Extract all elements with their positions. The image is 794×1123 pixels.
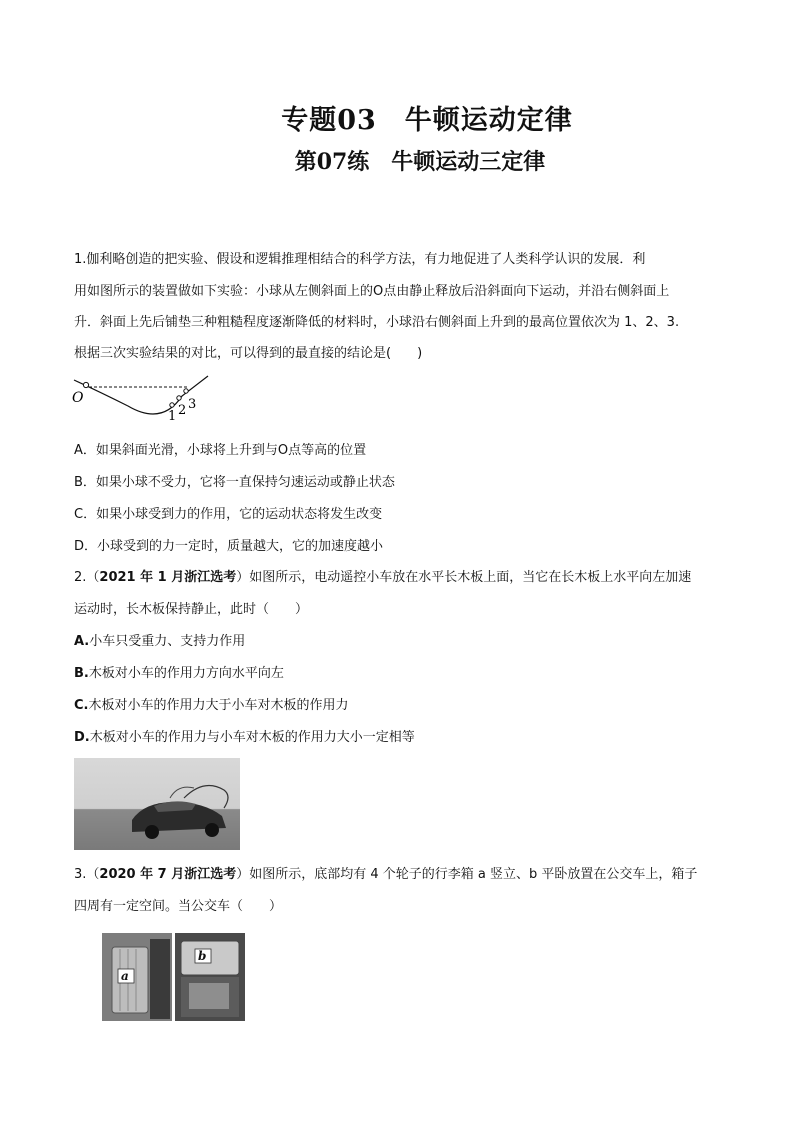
q2-option-a-letter: A. [74,634,90,649]
q3-stem-line-2: 四周有一定空间。当公交车（ ） [74,899,283,914]
mark-1-label: 1 [168,409,177,424]
q1-stem-line-1: 1.伽利略创造的把实验、假设和逻辑推理相结合的科学方法，有力地促进了人类科学认识的发展．利 [74,252,646,267]
q2-option-c [74,697,349,715]
q2-number: 2.（ [74,570,100,585]
q2-option-a [74,633,245,651]
remote-car-illustration [74,758,240,850]
q2-option-c-letter: C. [74,698,89,713]
q2-stem-line-1 [74,569,691,587]
mark-2-label: 2 [178,403,187,418]
ball-position-1 [170,403,174,407]
q2-option-c-text: 木板对小车的作用力大于小车对木板的作用力 [88,698,349,713]
luggage-b-label: b [198,949,207,963]
luggage-b-photo [175,933,245,1021]
q1-option-c: C．如果小球受到力的作用，它的运动状态将发生改变 [74,507,383,522]
q2-stem-line-2: 运动时，长木板保持静止，此时（ ） [74,602,309,617]
luggage-a-label: a [121,969,129,983]
q2-option-b [74,665,284,683]
remote-car-photo [74,758,240,850]
q3-stem-rest: ）如图所示，底部均有 4 个轮子的行李箱 a 竖立、b 平卧放置在公交车上，箱子 [236,867,698,882]
q2-option-b-text: 木板对小车的作用力方向水平向左 [88,666,284,681]
luggage-a-illustration [102,933,172,1021]
q2-stem-rest: ）如图所示，电动遥控小车放在水平长木板上面，当它在长木板上水平向左加速 [236,570,692,585]
q2-option-d-text: 木板对小车的作用力与小车对木板的作用力大小一定相等 [89,730,415,745]
luggage-a-photo [102,933,172,1021]
page-subtitle: 第07练 牛顿运动三定律 [294,149,546,175]
q2-option-a-text: 小车只受重力、支持力作用 [89,634,246,649]
q1-option-a: A．如果斜面光滑，小球将上升到与O点等高的位置 [74,443,367,458]
q3-number: 3.（ [74,867,100,882]
point-o-label: O [72,390,84,406]
q2-source: 2021 年 1 月浙江选考 [99,570,237,585]
q1-stem-line-2: 用如图所示的装置做如下实验：小球从左侧斜面上的O点由静止释放后沿斜面向下运动，并沿右侧斜面上 [74,284,670,299]
q1-stem-line-4: 根据三次实验结果的对比，可以得到的最直接的结论是( ) [74,346,423,361]
q3-source: 2020 年 7 月浙江选考 [99,867,237,882]
ball-at-o [83,382,88,387]
q1-option-d: D．小球受到的力一定时，质量越大，它的加速度越小 [74,539,384,554]
q2-option-b-letter: B. [74,666,89,681]
q2-option-d [74,729,415,747]
q1-stem-line-3: 升．斜面上先后铺垫三种粗糙程度逐渐降低的材料时，小球沿右侧斜面上升到的最高位置依次为 1、2、3. [74,315,680,330]
page-title: 专题03 牛顿运动定律 [281,105,573,136]
mark-3-label: 3 [188,397,197,412]
q3-stem-line-1 [74,866,697,884]
ball-position-3 [184,389,188,393]
ball-position-2 [177,396,181,400]
incline-diagram [70,374,215,424]
q2-option-d-letter: D. [74,730,90,745]
q1-option-b: B．如果小球不受力，它将一直保持匀速运动或静止状态 [74,475,395,490]
luggage-b-illustration [175,933,245,1021]
